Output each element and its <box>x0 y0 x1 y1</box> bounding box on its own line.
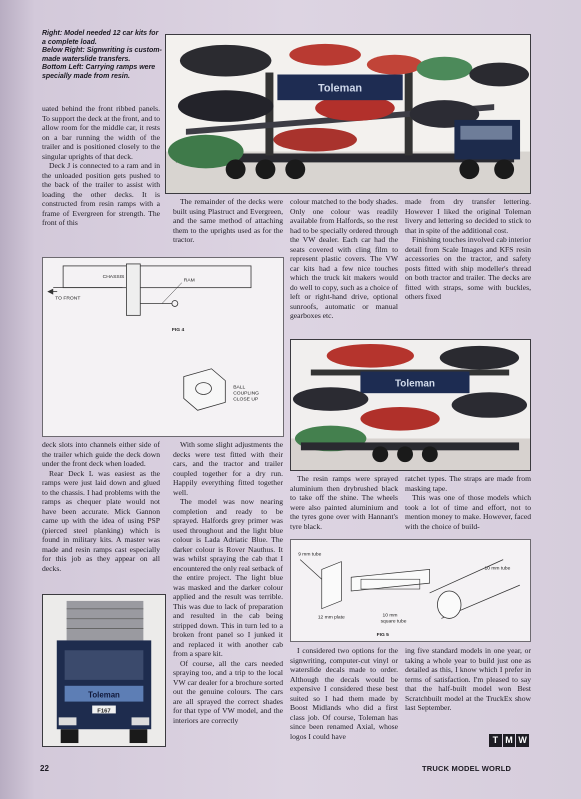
paragraph: deck slots into channels either side of the trailer which guide the deck down under the front deck when loaded. <box>42 440 160 468</box>
paragraph: uated behind the front ribbed panels. To support the deck at the front, and to allow room for the middle car, it rests on a bar running the width of the trailer and is positioned closely to the singular uprights of that deck. <box>42 104 160 161</box>
fig4-close-up-label: CLOSE UP <box>233 397 259 403</box>
caption-below-right: Below Right: Signwriting is custom-made waterslide transfers. <box>42 47 162 63</box>
caption-bottom-left: Bottom Left: Carrying ramps were specially made from resin. <box>42 64 156 80</box>
article-column-4-top <box>405 197 531 333</box>
fig5-title: FIG 5 <box>376 633 389 639</box>
fig4-title: FIG 4 <box>171 328 185 334</box>
car-transporter-photo <box>165 34 531 194</box>
article-column-2-top <box>173 197 283 245</box>
fig5-square-10mm: 10 mm <box>382 613 398 619</box>
paragraph: The resin ramps were sprayed aluminium then drybrushed black to take off the shine. The wheels were also painted aluminium and the tyres gone over with Hannant's tyre black. <box>290 474 398 530</box>
page-number: 22 <box>40 764 49 773</box>
paragraph: The remainder of the decks were built using Plastruct and Evergreen, and the same method of attaching them to the uprights used as for the tractor. <box>173 197 283 244</box>
tmw-logo-letter: W <box>516 734 529 747</box>
fig4-ram-label: RAM <box>183 278 195 284</box>
transporter-logo: Toleman <box>317 82 363 95</box>
loaded-decks-photo <box>290 339 531 471</box>
caption-right: Right: Model needed 12 car kits for a complete load. <box>42 30 159 46</box>
photo-captions <box>42 30 164 82</box>
fig4-ball-label: BALL <box>233 385 246 391</box>
tmw-logo-letter: T <box>489 734 502 747</box>
deck-logo: Toleman <box>394 378 435 390</box>
fig4-coupling-label: COUPLING <box>233 391 260 397</box>
fig4-to-front-label: TO FRONT <box>55 296 81 302</box>
paragraph: Of course, all the cars needed spraying too, and a trip to the local VW car dealer for a brochure sorted out the genuine colours. The cars are all sprayed the correct shades for that type of VW model, and the interiors are correctly <box>173 658 283 725</box>
paragraph: Finishing touches involved cab interior detail from Scale Images and KFS resin accessories on the tractor, and safety posts fitted with ship modeller's thread on both tractor and trailer. The decks are fitted with straps, some with buckles, others fixed <box>405 235 531 301</box>
paragraph: Rear Deck L was easiest as the ramps were just laid down and glued to the chassis. I had problems with the ramps as chequer plate would not have been accurate. Mick Gannon came up with the idea of using PSP (pierced steel planking) which is found in military kits. A master was made and resin ramps cast especially for this job as they appear on all decks. <box>42 468 160 573</box>
paragraph: With some slight adjustments the decks were test fitted with their cars, and the tractor and trailer coupled together for a dry run. Happily everything fitted together well. <box>173 440 283 497</box>
fig5-square-tube: square tube <box>380 619 407 625</box>
paragraph: ratchet types. The straps are made from masking tape. <box>405 474 531 493</box>
article-column-4-bottom <box>405 646 531 732</box>
fig5-12mm-plate: 12 mm plate <box>317 615 345 621</box>
magazine-name: TRUCK MODEL WORLD <box>422 764 512 773</box>
article-column-2-mid <box>173 440 283 756</box>
article-column-1-mid <box>42 440 160 588</box>
paragraph: made from dry transfer lettering. However I liked the original Toleman livery and lettering so decided to stick to that in spite of the additional cost. <box>405 197 531 235</box>
paragraph: The model was now nearing completion and ready to be sprayed. Halfords grey primer was used throughout and the light blue colour is Lada Adriatic Blue. The darker colour is Rover Nauthus. It was whilst spraying the cab that I encountered the only real setback of the entire project. The light blue was masked and the darker colour applied and the result was terrible. This was due to lack of preparation and resulted in the cab being stripped down. This in turn led to a broken front panel so I junked it and replaced it with another cab from a spare kit. <box>173 497 283 658</box>
article-column-1-top <box>42 104 160 256</box>
article-column-3-top <box>290 197 398 333</box>
paragraph: Deck J is connected to a ram and in the unloaded position gets pushed to the back of the trailer to assist with loading the other decks. It is constructed from resin ramps with a frame of Evergreen for strength. The front of this <box>42 161 160 227</box>
cab-logo: Toleman <box>88 690 120 700</box>
fig5-9mm-tube: 9 mm tube <box>298 552 322 558</box>
fig5-10mm-tube: 10 mm tube <box>484 566 511 572</box>
paragraph: This was one of those models which took a lot of time and effort, not to mention money to make. However, faced with the choice of build- <box>405 493 531 531</box>
fig4-chassis-label: CHASSIS <box>102 274 125 280</box>
tmw-logo <box>489 734 529 747</box>
tractor-cab-photo <box>42 594 166 747</box>
paragraph: I considered two options for the signwriting, computer-cut vinyl or waterslide decals made to order. Although the decals would be expensive I considered these best suited so I had them made by Boost Midlands who did a first class job. Of course, Toleman has since been renamed Axial, whose logos I could have <box>290 646 398 741</box>
figure-4-diagram <box>42 257 284 437</box>
paragraph: ing five standard models in one year, or taking a whole year to build just one as detailed as this, I know which I prefer in terms of satisfaction. I'm pleased to say that the half-built model won Best Scratchbuilt model at the TruckEx show last September. <box>405 646 531 712</box>
article-column-3-bottom <box>290 646 398 756</box>
article-column-3-mid <box>290 474 398 530</box>
paragraph: colour matched to the body shades. Only one colour was readily available from Halfords, so the rest had to be specially ordered through the VW dealer. Each car had the seats covered with cling film to represent plastic covers. The VW car kits had a few nice touches which the truck kit makers would do well to copy, such as a choice of left or right-hand drive, optional sunroofs, automatic or manual gearboxes etc. <box>290 197 398 320</box>
article-column-4-mid <box>405 474 531 534</box>
figure-5-diagram <box>290 539 531 642</box>
cab-number-plate: F167 <box>97 708 111 715</box>
tmw-logo-letter: M <box>503 734 516 747</box>
